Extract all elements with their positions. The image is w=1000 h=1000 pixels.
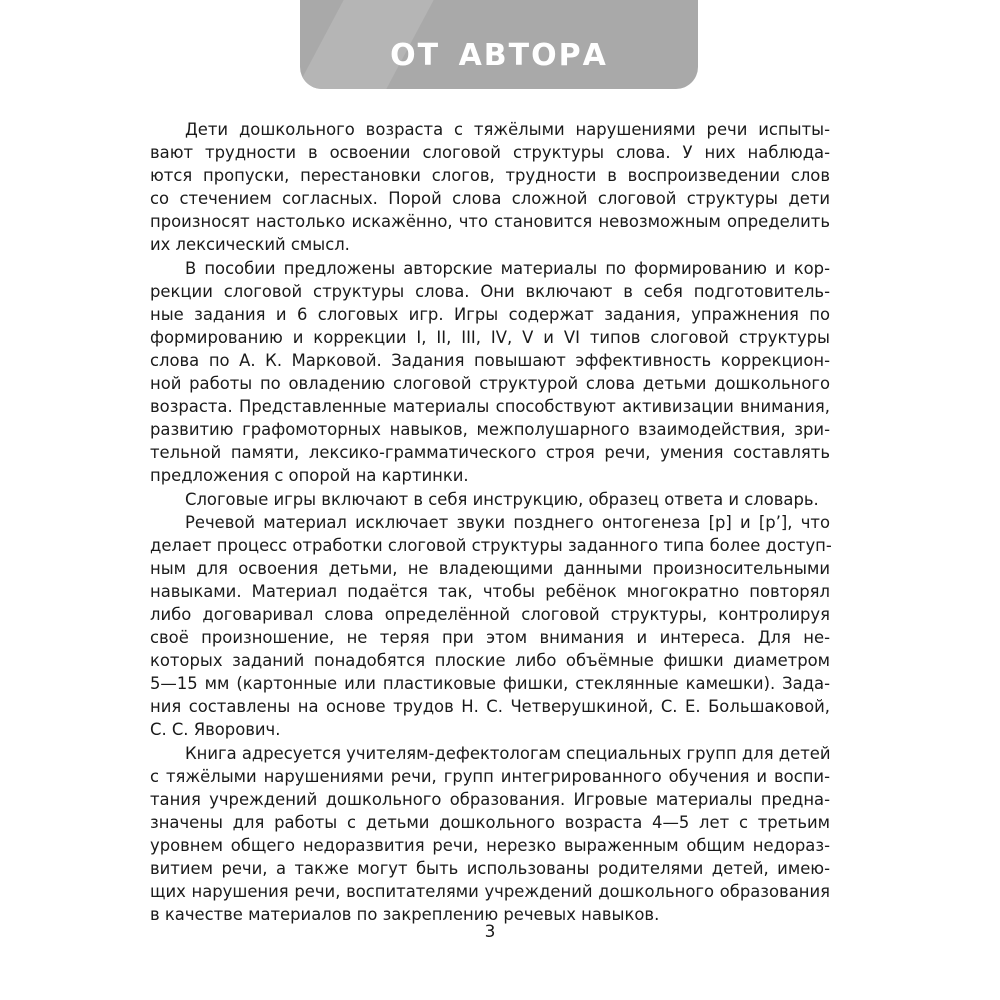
paragraph (150, 742, 830, 927)
text-line: со стечением согласных. Порой слова сложной слоговой структуры дети (150, 189, 830, 209)
page-number: 3 (484, 922, 496, 942)
text-line: уровнем общего недоразвития речи, нерезко выраженным общим недораз- (150, 835, 830, 855)
text-line: делает процесс отработки слоговой структуры заданного типа более доступ- (150, 535, 832, 555)
text-line: формированию и коррекции I, II, III, IV, V и VI типов слоговой структуры (150, 327, 830, 347)
main-text (150, 118, 830, 926)
text-line: предложения с опорой на картинки. (150, 466, 469, 486)
text-line: ные задания и 6 слоговых игр. Игры содержат задания, упражнения по (150, 304, 830, 324)
text-line: произносят настолько искажённо, что становится невозможным определить (150, 212, 830, 232)
section-title: ОТ АВТОРА (390, 38, 608, 73)
text-line: ния составлены на основе трудов Н. С. Четверушкиной, С. Е. Большаковой, (150, 697, 830, 717)
text-line: ются пропуски, перестановки слогов, трудности в воспроизведении слов (150, 166, 830, 186)
paragraph (150, 488, 830, 511)
paragraph (150, 511, 830, 742)
text-line: Книга адресуется учителям-дефектологам специальных групп для детей (185, 743, 831, 763)
section-header-tab (300, 0, 698, 89)
text-line: щих нарушения речи, воспитателями учреждений дошкольного образования (150, 882, 830, 902)
text-line: рекции слоговой структуры слова. Они включают в себя подготовитель- (150, 281, 830, 301)
text-line: витием речи, а также могут быть использованы родителями детей, имею- (150, 859, 830, 878)
text-line: ным для освоения детьми, не владеющими данными произносительными (150, 558, 830, 578)
text-line: 5—15 мм (картонные или пластиковые фишки, стеклянные камешки). Зада- (150, 674, 830, 694)
text-line: в качестве материалов по закреплению речевых навыков. (150, 905, 660, 925)
text-line: навыками. Материал подаётся так, чтобы ребёнок многократно повторял (150, 581, 830, 601)
text-line: Речевой материал исключает звуки позднего онтогенеза [р] и [р’], что (185, 512, 830, 532)
text-line: вают трудности в освоении слоговой структуры слова. У них наблюда- (150, 143, 830, 163)
text-line: либо договаривал слова определённой слоговой структуры, контролируя (150, 604, 830, 624)
text-line: которых заданий понадобятся плоские либо объёмные фишки диаметром (150, 651, 830, 671)
text-line: возраста. Представленные материалы способствуют активизации внимания, (150, 397, 830, 417)
text-line: развитию графомоторных навыков, межполушарного взаимодействия, зри- (150, 420, 830, 440)
paragraph (150, 118, 830, 257)
paragraphs-container (150, 118, 830, 926)
text-line: слова по А. К. Марковой. Задания повышают эффективность коррекцион- (150, 350, 830, 370)
text-line: их лексический смысл. (150, 235, 350, 255)
text-line: В пособии предложены авторские материалы по формированию и кор- (185, 258, 830, 278)
text-line: Дети дошкольного возраста с тяжёлыми нарушениями речи испыты- (185, 120, 830, 139)
paragraph (150, 257, 830, 488)
text-line: значены для работы с детьми дошкольного возраста 4—5 лет с третьим (150, 812, 830, 832)
text-line: С. С. Яворович. (150, 720, 281, 740)
text-line: своё произношение, не теряя при этом внимания и интереса. Для не- (150, 628, 830, 648)
text-line: Слоговые игры включают в себя инструкцию, образец ответа и словарь. (185, 489, 819, 509)
text-line: тания учреждений дошкольного образования. Игровые материалы предна- (150, 789, 830, 809)
text-line: ной работы по овладению слоговой структурой слова детьми дошкольного (150, 374, 830, 394)
text-line: с тяжёлыми нарушениями речи, групп интегрированного обучения и воспи- (150, 766, 830, 786)
text-line: тельной памяти, лексико-грамматического строя речи, умения составлять (150, 443, 830, 463)
